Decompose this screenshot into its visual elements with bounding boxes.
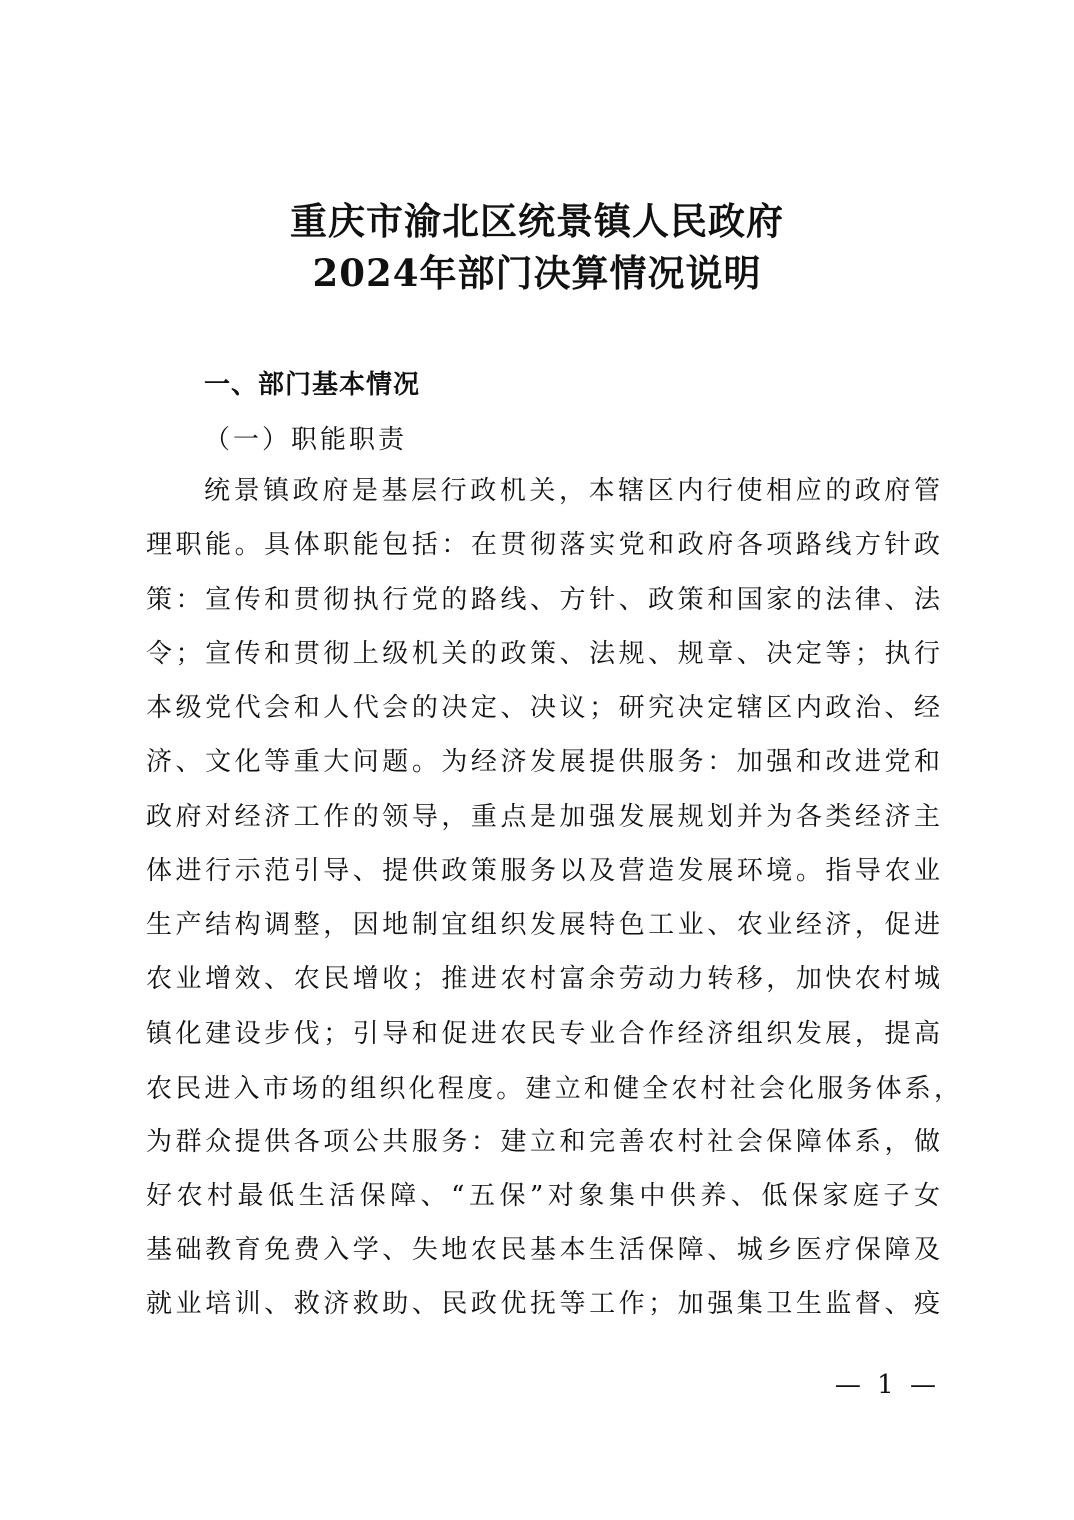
body-line: 为群众提供各项公共服务：建立和完善农村社会保障体系，做 — [146, 1127, 940, 1157]
body-line: 基础教育免费入学、失地农民基本生活保障、城乡医疗保障及 — [146, 1235, 940, 1265]
body-line: 理职能。具体职能包括：在贯彻落实党和政府各项路线方针政 — [146, 530, 940, 560]
section-heading: 一、部门基本情况 — [204, 370, 421, 400]
body-line: 农业增效、农民增收；推进农村富余劳动力转移，加快农村城 — [146, 964, 940, 994]
body-line: 体进行示范引导、提供政策服务以及营造发展环境。指导农业 — [146, 856, 940, 886]
body-line: 政府对经济工作的领导，重点是加强发展规划并为各类经济主 — [146, 802, 940, 832]
subsection-heading: （一）职能职责 — [204, 425, 408, 455]
body-line: 镇化建设步伐；引导和促进农民专业合作经济组织发展，提高 — [146, 1019, 940, 1049]
body-line: 令；宣传和贯彻上级机关的政策、法规、规章、决定等；执行 — [146, 639, 940, 669]
body-line: 统景镇政府是基层行政机关，本辖区内行使相应的政府管 — [204, 476, 940, 506]
page-number: — 1 — — [834, 1370, 940, 1400]
body-line: 本级党代会和人代会的决定、决议；研究决定辖区内政治、经 — [146, 693, 940, 723]
body-line: 生产结构调整，因地制宜组织发展特色工业、农业经济，促进 — [146, 910, 940, 940]
body-line: 策：宣传和贯彻执行党的路线、方针、政策和国家的法律、法 — [146, 585, 940, 615]
body-line: 好农村最低生活保障、“五保”对象集中供养、低保家庭子女 — [146, 1181, 940, 1211]
body-line: 农民进入市场的组织化程度。建立和健全农村社会化服务体系， — [146, 1074, 960, 1104]
document-title-line1: 重庆市渝北区统景镇人民政府 — [290, 199, 784, 243]
document-title-line2: 2024年部门决算情况说明 — [312, 251, 762, 295]
body-line: 就业培训、救济救助、民政优抚等工作；加强集卫生监督、疫 — [146, 1289, 940, 1319]
body-line: 济、文化等重大问题。为经济发展提供服务：加强和改进党和 — [146, 747, 940, 777]
